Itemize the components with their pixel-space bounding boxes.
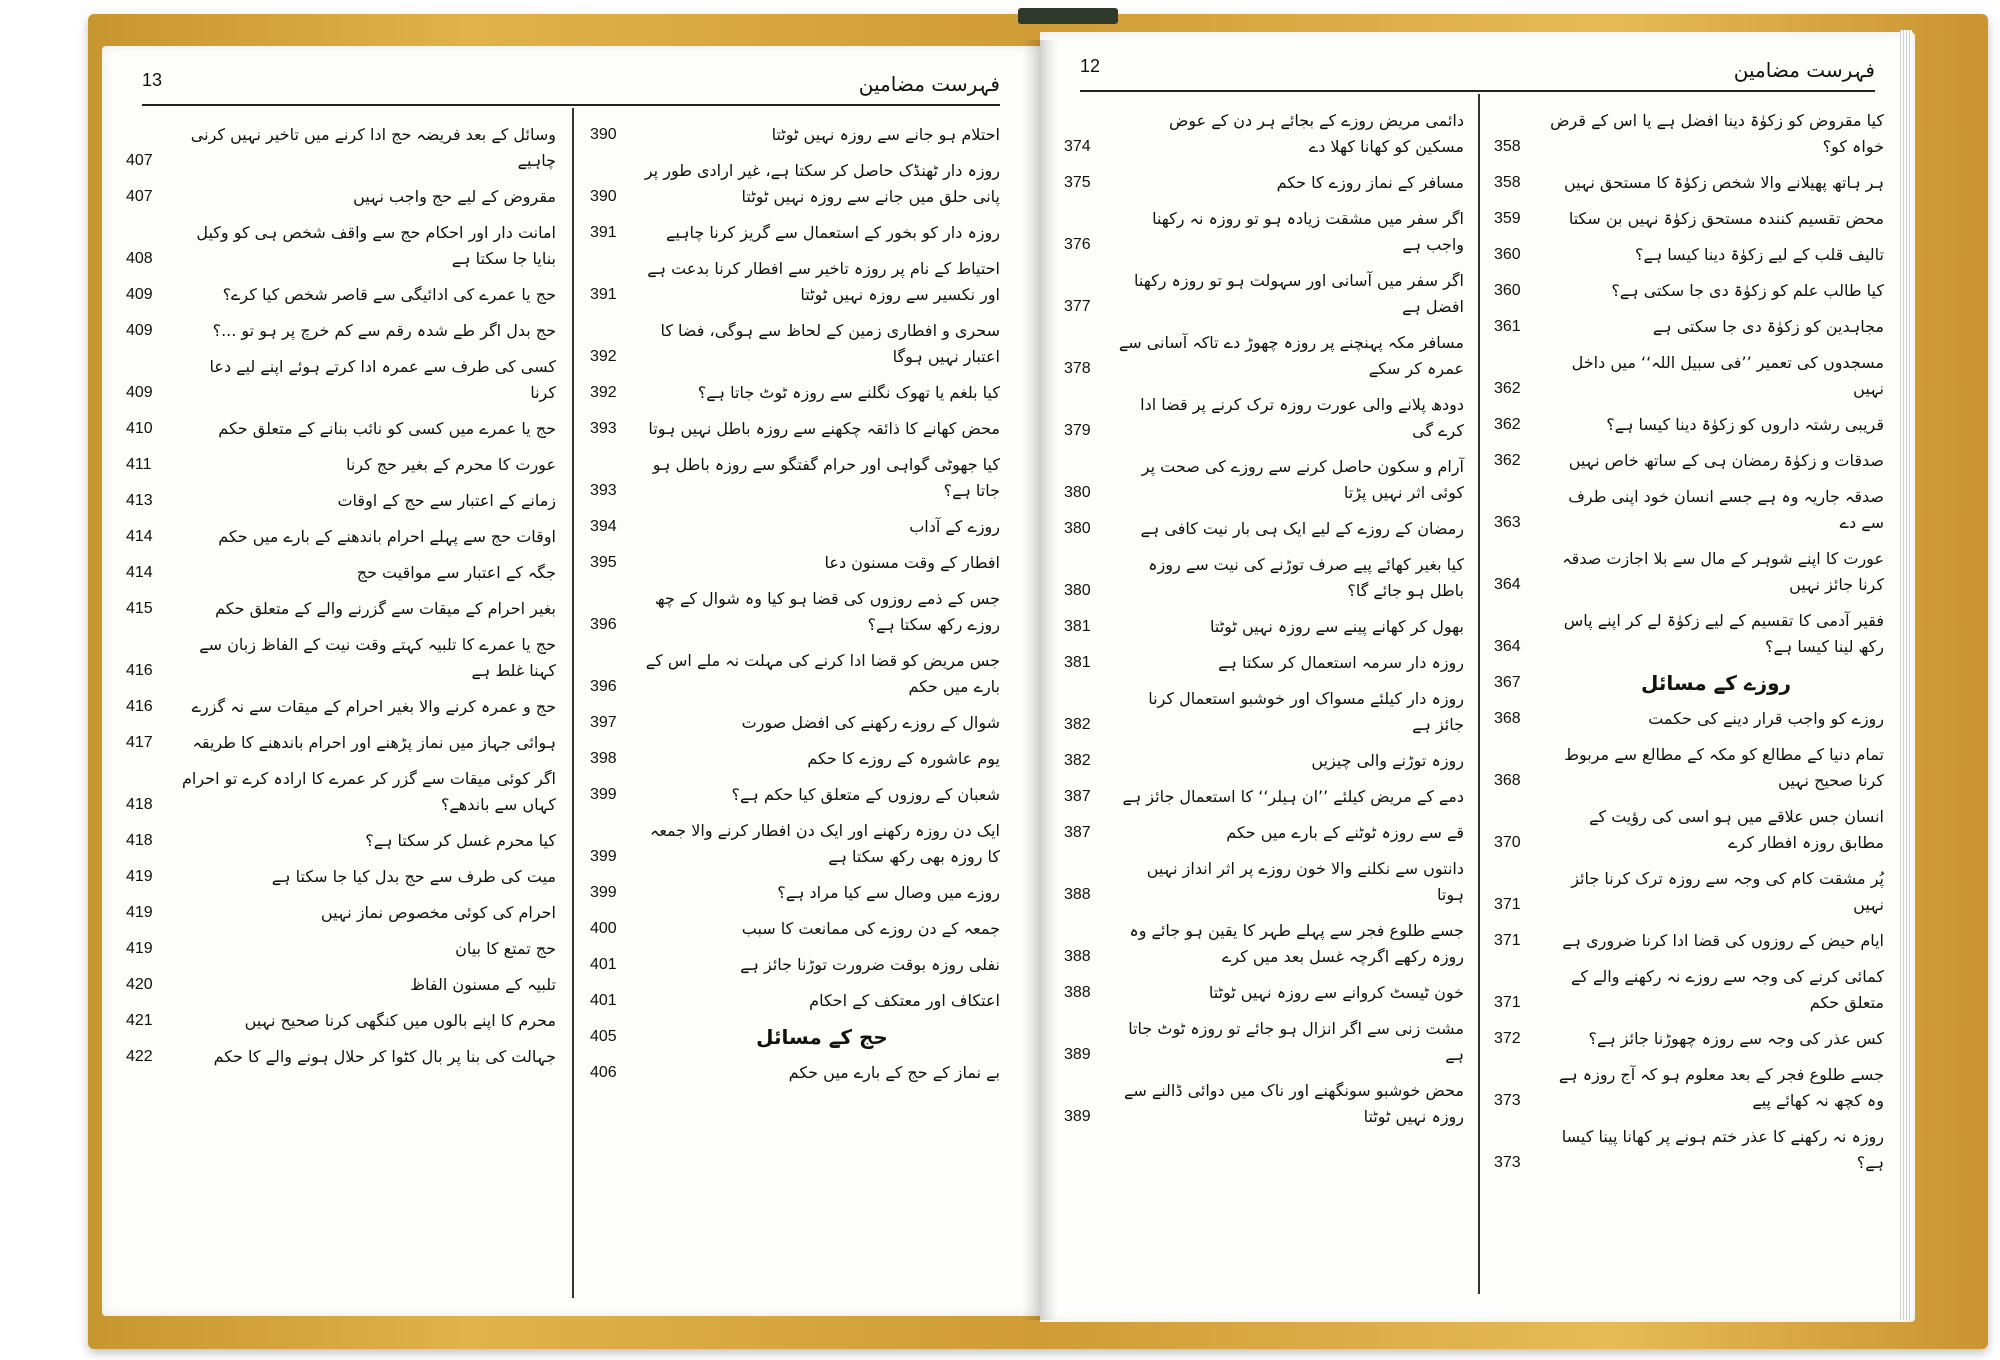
toc-entry-text: افطار کے وقت مسنون دعا xyxy=(824,553,1000,572)
toc-entry-text: جہالت کی بنا پر بال کٹوا کر حلال ہونے والے کا حکم xyxy=(213,1047,556,1066)
toc-entry-text: محرم کا اپنے بالوں میں کنگھی کرنا صحیح نہیں xyxy=(244,1011,556,1030)
toc-entry xyxy=(1494,448,1884,474)
toc-entry xyxy=(126,282,556,308)
toc-entry xyxy=(590,880,1000,906)
toc-entry xyxy=(1064,748,1464,774)
toc-page-number: 371 xyxy=(1494,896,1521,913)
toc-page-number: 421 xyxy=(126,1012,153,1029)
toc-entry-text: صدقات و زکوٰۃ رمضان ہی کے ساتھ خاص نہیں xyxy=(1568,451,1884,470)
toc-entry xyxy=(126,936,556,962)
toc-page-number: 397 xyxy=(590,714,617,731)
toc-page-number: 399 xyxy=(590,786,617,803)
toc-entry-text: روزہ دار کو بخور کے استعمال سے گریز کرنا چاہیے xyxy=(665,223,1000,242)
toc-page-number: 381 xyxy=(1064,618,1091,635)
toc-page-number: 371 xyxy=(1494,932,1521,949)
toc-entry-text: ہر ہاتھ پھیلانے والا شخص زکوٰۃ کا مستحق نہیں xyxy=(1563,173,1884,192)
toc-page-number: 382 xyxy=(1064,752,1091,769)
toc-page-number: 418 xyxy=(126,796,153,813)
toc-page-number: 406 xyxy=(590,1064,617,1081)
toc-page-number: 375 xyxy=(1064,174,1091,191)
toc-entry-text: روزہ دار کیلئے مسواک اور خوشبو استعمال کرنا جائز ہے xyxy=(1148,689,1464,734)
toc-entry xyxy=(126,828,556,854)
toc-entry-text: اگر سفر میں آسانی اور سہولت ہو تو روزہ رکھنا افضل ہے xyxy=(1134,271,1464,316)
toc-page-number: 393 xyxy=(590,482,617,499)
toc-page-number: 373 xyxy=(1494,1092,1521,1109)
toc-entry xyxy=(126,694,556,720)
toc-entry xyxy=(126,766,556,818)
toc-entry-text: نفلی روزہ بوقت ضرورت توڑنا جائز ہے xyxy=(740,955,1000,974)
toc-entry-text: حج تمتع کا بیان xyxy=(455,939,556,958)
toc-entry xyxy=(1064,918,1464,970)
toc-entry-text: روزے کے مسائل xyxy=(1640,671,1792,695)
toc-entry xyxy=(126,864,556,890)
toc-page-number: 379 xyxy=(1064,422,1091,439)
toc-page-number: 390 xyxy=(590,188,617,205)
toc-entry-text: صدقہ جاریہ وہ ہے جسے انسان خود اپنی طرف سے دے xyxy=(1568,487,1884,532)
toc-entry xyxy=(126,184,556,210)
toc-entry-text: حج و عمرہ کرنے والا بغیر احرام کے میقات سے نہ گزرے xyxy=(191,697,556,716)
toc-entry-text: مسافر مکہ پہنچنے پر روزہ چھوڑ دے تاکہ آسانی سے عمرہ کر سکے xyxy=(1118,333,1464,378)
toc-entry-text: کس عذر کی وجہ سے روزہ چھوڑنا جائز ہے؟ xyxy=(1588,1029,1884,1048)
toc-page-number: 394 xyxy=(590,518,617,535)
toc-page-number: 391 xyxy=(590,286,617,303)
toc-page-number: 392 xyxy=(590,384,617,401)
toc-entry xyxy=(1494,412,1884,438)
toc-entry xyxy=(590,256,1000,308)
toc-entry-text: روزہ دار ٹھنڈک حاصل کر سکتا ہے، غیر ارادی طور پر پانی حلق میں جانے سے روزہ نہیں ٹوٹتا xyxy=(644,161,1000,206)
toc-entry-text: پُر مشقت کام کی وجہ سے روزہ ترک کرنا جائز نہیں xyxy=(1571,869,1884,914)
toc-entry xyxy=(590,586,1000,638)
toc-entry-text: شعبان کے روزوں کے متعلق کیا حکم ہے؟ xyxy=(731,785,1000,804)
toc-entry xyxy=(1064,856,1464,908)
toc-entry xyxy=(1494,546,1884,598)
toc-page-number: 411 xyxy=(126,456,152,473)
toc-entry-text: احتیاط کے نام پر روزہ تاخیر سے افطار کرنا بدعت ہے اور نکسیر سے روزہ نہیں ٹوٹتا xyxy=(647,259,1000,304)
toc-page-number: 359 xyxy=(1494,210,1521,227)
toc-page-number: 399 xyxy=(590,848,617,865)
toc-page-number: 368 xyxy=(1494,772,1521,789)
toc-entry xyxy=(590,916,1000,942)
toc-entry xyxy=(1494,108,1884,160)
toc-entry-text: روزے میں وصال سے کیا مراد ہے؟ xyxy=(777,883,1000,902)
toc-entry-text: دائمی مریض روزے کے بجائے ہر دن کے عوض مسکین کو کھانا کھلا دے xyxy=(1168,111,1464,156)
toc-entry-text: امانت دار اور احکام حج سے واقف شخص ہی کو وکیل بنایا جا سکتا ہے xyxy=(196,223,556,268)
toc-entry-text: روزے کو واجب قرار دینے کی حکمت xyxy=(1648,709,1884,728)
toc-entry-text: روزہ نہ رکھنے کا عذر ختم ہونے پر کھانا پینا کیسا ہے؟ xyxy=(1561,1127,1884,1172)
toc-entry xyxy=(590,158,1000,210)
toc-page-number: 389 xyxy=(1064,1046,1091,1063)
toc-entry-text: حج یا عمرے میں کسی کو نائب بنانے کے متعلق حکم xyxy=(218,419,556,438)
toc-entry-text: ہوائی جہاز میں نماز پڑھنے اور احرام باندھنے کا طریقہ xyxy=(192,733,556,752)
toc-page-number: 419 xyxy=(126,868,153,885)
toc-entry xyxy=(1064,330,1464,382)
book-spine xyxy=(1018,8,1118,24)
right-page-right-column xyxy=(1494,108,1884,1186)
toc-entry-text: مقروض کے لیے حج واجب نہیں xyxy=(353,187,556,206)
right-page-number: 12 xyxy=(1080,56,1101,76)
toc-entry xyxy=(1064,552,1464,604)
left-page xyxy=(102,46,1040,1316)
toc-entry xyxy=(590,380,1000,406)
toc-page-number: 361 xyxy=(1494,318,1521,335)
toc-entry-text: مشت زنی سے اگر انزال ہو جائے تو روزہ ٹوٹ جاتا ہے xyxy=(1128,1019,1464,1064)
toc-entry xyxy=(1064,170,1464,196)
toc-entry-text: زمانے کے اعتبار سے حج کے اوقات xyxy=(337,491,556,510)
toc-entry xyxy=(1494,314,1884,340)
toc-page-number: 398 xyxy=(590,750,617,767)
toc-page-number: 393 xyxy=(590,420,617,437)
toc-entry-text: کسی کی طرف سے عمرہ ادا کرتے ہوئے اپنے لیے دعا کرنا xyxy=(209,357,556,402)
toc-page-number: 416 xyxy=(126,698,153,715)
toc-page-number: 395 xyxy=(590,554,617,571)
toc-page-number: 362 xyxy=(1494,380,1521,397)
toc-entry xyxy=(126,122,556,174)
toc-page-number: 358 xyxy=(1494,138,1521,155)
toc-entry xyxy=(126,1044,556,1070)
toc-page-number: 391 xyxy=(590,224,617,241)
toc-entry xyxy=(1494,484,1884,536)
toc-page-number: 381 xyxy=(1064,654,1091,671)
toc-entry xyxy=(590,988,1000,1014)
toc-entry-text: تالیف قلب کے لیے زکوٰۃ دینا کیسا ہے؟ xyxy=(1634,245,1884,264)
toc-entry-text: آرام و سکون حاصل کرنے سے روزے کی صحت پر کوئی اثر نہیں پڑتا xyxy=(1141,457,1464,502)
toc-entry-text: جس کے ذمے روزوں کی قضا ہو کیا وہ شوال کے چھ روزے رکھ سکتا ہے؟ xyxy=(654,589,1000,634)
toc-page-number: 414 xyxy=(126,528,153,545)
book-gutter xyxy=(1022,40,1058,1320)
toc-entry xyxy=(1494,706,1884,732)
toc-entry-text: مجاہدین کو زکوٰۃ دی جا سکتی ہے xyxy=(1652,317,1884,336)
toc-entry-text: رمضان کے روزے کے لیے ایک ہی بار نیت کافی ہے xyxy=(1140,519,1464,538)
toc-entry-text: تلبیہ کے مسنون الفاظ xyxy=(410,975,556,994)
toc-entry xyxy=(590,550,1000,576)
toc-entry-text: حج بدل اگر طے شدہ رقم سے کم خرچ پر ہو تو ...؟ xyxy=(212,321,556,340)
toc-entry-text: کیا جھوٹی گواہی اور حرام گفتگو سے روزہ باطل ہو جاتا ہے؟ xyxy=(652,455,1000,500)
toc-page-number: 360 xyxy=(1494,282,1521,299)
toc-page-number: 377 xyxy=(1064,298,1091,315)
toc-entry xyxy=(126,632,556,684)
toc-entry xyxy=(590,416,1000,442)
toc-entry xyxy=(126,524,556,550)
toc-page-number: 388 xyxy=(1064,984,1091,1001)
toc-entry-text: وسائل کے بعد فریضہ حج ادا کرنے میں تاخیر نہیں کرنی چاہیے xyxy=(190,125,556,170)
toc-entry xyxy=(1064,516,1464,542)
toc-entry xyxy=(126,354,556,406)
toc-entry-text: احرام کی کوئی مخصوص نماز نہیں xyxy=(320,903,556,922)
left-page-right-column xyxy=(590,122,1000,1096)
toc-page-number: 367 xyxy=(1494,674,1521,691)
toc-entry xyxy=(1494,1026,1884,1052)
toc-entry xyxy=(126,560,556,586)
toc-page-number: 417 xyxy=(126,734,153,751)
toc-entry-text: محض تقسیم کنندہ مستحق زکوٰۃ نہیں بن سکتا xyxy=(1568,209,1884,228)
toc-entry-text: قریبی رشتہ داروں کو زکوٰۃ دینا کیسا ہے؟ xyxy=(1606,415,1884,434)
toc-page-number: 396 xyxy=(590,616,617,633)
toc-entry-text: فقیر آدمی کا تقسیم کے لیے زکوٰۃ لے کر اپنے پاس رکھ لینا کیسا ہے؟ xyxy=(1563,611,1884,656)
toc-entry-text: خون ٹیسٹ کروانے سے روزہ نہیں ٹوٹتا xyxy=(1208,983,1464,1002)
toc-page-number: 388 xyxy=(1064,886,1091,903)
toc-entry-text: کیا بلغم یا تھوک نگلنے سے روزہ ٹوٹ جاتا ہے؟ xyxy=(697,383,1000,402)
toc-page-number: 419 xyxy=(126,904,153,921)
toc-entry-text: جمعہ کے دن روزے کی ممانعت کا سبب xyxy=(741,919,1000,938)
toc-entry xyxy=(126,1008,556,1034)
toc-entry xyxy=(1494,608,1884,660)
toc-page-number: 376 xyxy=(1064,236,1091,253)
column-divider xyxy=(572,108,574,1298)
toc-entry-text: حج یا عمرے کی ادائیگی سے قاصر شخص کیا کرے؟ xyxy=(222,285,556,304)
toc-entry-text: کمائی کرنے کی وجہ سے روزے نہ رکھنے والے کے متعلق حکم xyxy=(1570,967,1884,1012)
toc-page-number: 409 xyxy=(126,384,153,401)
toc-entry-text: حج کے مسائل xyxy=(756,1025,888,1049)
toc-entry-text: قے سے روزہ ٹوٹنے کے بارے میں حکم xyxy=(1226,823,1464,842)
toc-entry-text: اگر کوئی میقات سے گزر کر عمرے کا ارادہ کرے تو احرام کہاں سے باندھے؟ xyxy=(182,769,556,814)
toc-entry xyxy=(1494,278,1884,304)
toc-entry xyxy=(1064,1078,1464,1130)
toc-entry xyxy=(1064,392,1464,444)
toc-page-number: 382 xyxy=(1064,716,1091,733)
toc-page-number: 418 xyxy=(126,832,153,849)
toc-page-number: 380 xyxy=(1064,484,1091,501)
toc-page-number: 415 xyxy=(126,600,153,617)
toc-page-number: 392 xyxy=(590,348,617,365)
right-page xyxy=(1040,32,1915,1322)
toc-page-number: 409 xyxy=(126,322,153,339)
toc-entry xyxy=(126,730,556,756)
right-page-header xyxy=(1080,54,1875,92)
toc-entry xyxy=(590,1060,1000,1086)
toc-page-number: 420 xyxy=(126,976,153,993)
toc-entry-text: تمام دنیا کے مطالع کو مکہ کے مطالع سے مربوط کرنا صحیح نہیں xyxy=(1564,745,1884,790)
toc-entry-text: عورت کا اپنے شوہر کے مال سے بلا اجازت صدقہ کرنا جائز نہیں xyxy=(1562,549,1884,594)
section-heading xyxy=(1494,670,1884,696)
toc-page-number: 409 xyxy=(126,286,153,303)
toc-entry xyxy=(590,318,1000,370)
toc-page-number: 410 xyxy=(126,420,153,437)
toc-entry-text: مسافر کے نماز روزے کا حکم xyxy=(1276,173,1464,192)
left-page-title: فہرست مضامین xyxy=(858,72,1000,96)
toc-page-number: 414 xyxy=(126,564,153,581)
toc-entry-text: محض کھانے کا ذائقہ چکھنے سے روزہ باطل نہیں ہوتا xyxy=(648,419,1000,438)
toc-page-number: 363 xyxy=(1494,514,1521,531)
toc-entry-text: جگہ کے اعتبار سے مواقیت حج xyxy=(356,563,556,582)
left-page-left-column xyxy=(126,122,556,1080)
right-page-left-column xyxy=(1064,108,1464,1140)
toc-entry-text: اوقات حج سے پہلے احرام باندھنے کے بارے میں حکم xyxy=(218,527,556,546)
toc-entry-text: کیا محرم غسل کر سکتا ہے؟ xyxy=(365,831,556,850)
toc-page-number: 371 xyxy=(1494,994,1521,1011)
toc-entry-text: دانتوں سے نکلنے والا خون روزے پر اثر انداز نہیں ہوتا xyxy=(1146,859,1464,904)
toc-page-number: 373 xyxy=(1494,1154,1521,1171)
toc-entry xyxy=(1494,170,1884,196)
toc-entry xyxy=(1064,784,1464,810)
toc-entry-text: سحری و افطاری زمین کے لحاظ سے ہوگی، فضا کا اعتبار نہیں ہوگا xyxy=(660,321,1000,366)
toc-entry xyxy=(1494,866,1884,918)
toc-entry xyxy=(1494,350,1884,402)
toc-page-number: 364 xyxy=(1494,638,1521,655)
toc-entry xyxy=(126,318,556,344)
toc-page-number: 389 xyxy=(1064,1108,1091,1125)
toc-entry xyxy=(1064,820,1464,846)
toc-entry xyxy=(126,416,556,442)
toc-entry xyxy=(1494,1124,1884,1176)
toc-entry xyxy=(126,488,556,514)
toc-page-number: 416 xyxy=(126,662,153,679)
toc-entry-text: کیا طالب علم کو زکوٰۃ دی جا سکتی ہے؟ xyxy=(1611,281,1884,300)
toc-page-number: 390 xyxy=(590,126,617,143)
toc-page-number: 422 xyxy=(126,1048,153,1065)
toc-entry xyxy=(1494,1062,1884,1114)
toc-page-number: 368 xyxy=(1494,710,1521,727)
toc-entry-text: عورت کا محرم کے بغیر حج کرنا xyxy=(345,455,556,474)
toc-entry xyxy=(590,782,1000,808)
toc-page-number: 378 xyxy=(1064,360,1091,377)
toc-entry xyxy=(1494,804,1884,856)
toc-entry-text: جس مریض کو قضا ادا کرنے کی مہلت نہ ملے اس کے بارے میں حکم xyxy=(645,651,1000,696)
toc-entry-text: انسان جس علاقے میں ہو اسی کی رؤیت کے مطابق روزہ افطار کرے xyxy=(1589,807,1884,852)
toc-page-number: 405 xyxy=(590,1028,617,1045)
toc-entry-text: مسجدوں کی تعمیر ’’فی سبیل اللہ‘‘ میں داخل نہیں xyxy=(1571,353,1884,398)
toc-page-number: 358 xyxy=(1494,174,1521,191)
toc-page-number: 419 xyxy=(126,940,153,957)
page-edges xyxy=(1900,30,1912,1320)
toc-page-number: 407 xyxy=(126,188,153,205)
toc-entry-text: دمے کے مریض کیلئے ’’ان ہیلر‘‘ کا استعمال جائز ہے xyxy=(1122,787,1464,806)
toc-entry xyxy=(590,648,1000,700)
toc-entry-text: روزہ توڑنے والی چیزیں xyxy=(1311,751,1464,770)
column-divider xyxy=(1478,94,1480,1294)
toc-entry-text: حج یا عمرے کا تلبیہ کہتے وقت نیت کے الفاظ زبان سے کہنا غلط ہے xyxy=(199,635,556,680)
toc-entry xyxy=(126,452,556,478)
toc-page-number: 370 xyxy=(1494,834,1521,851)
toc-entry-text: جسے طلوع فجر سے پہلے طہر کا یقین ہو جائے وہ روزہ رکھے اگرچہ غسل بعد میں کرے xyxy=(1129,921,1464,966)
toc-entry-text: کیا مقروض کو زکوٰۃ دینا افضل ہے یا اس کے قرض خواہ کو؟ xyxy=(1550,111,1884,156)
toc-entry-text: بے نماز کے حج کے بارے میں حکم xyxy=(788,1063,1000,1082)
toc-entry xyxy=(1064,686,1464,738)
toc-entry xyxy=(1494,964,1884,1016)
toc-entry xyxy=(1494,206,1884,232)
toc-entry xyxy=(1064,1016,1464,1068)
toc-entry-text: کیا بغیر کھائے پیے صرف توڑنے کی نیت سے روزہ باطل ہو جائے گا؟ xyxy=(1148,555,1464,600)
toc-entry xyxy=(126,596,556,622)
toc-entry xyxy=(1064,268,1464,320)
toc-entry xyxy=(126,220,556,272)
toc-page-number: 413 xyxy=(126,492,153,509)
toc-page-number: 388 xyxy=(1064,948,1091,965)
toc-entry xyxy=(590,710,1000,736)
toc-page-number: 380 xyxy=(1064,520,1091,537)
toc-entry xyxy=(590,220,1000,246)
toc-entry-text: روزے کے آداب xyxy=(909,517,1000,536)
toc-page-number: 374 xyxy=(1064,138,1091,155)
toc-entry xyxy=(590,818,1000,870)
toc-entry-text: احتلام ہو جانے سے روزہ نہیں ٹوٹتا xyxy=(771,125,1000,144)
section-heading xyxy=(590,1024,1000,1050)
left-page-number: 13 xyxy=(142,70,163,90)
toc-entry-text: دودھ پلانے والی عورت روزہ ترک کرنے پر قضا ادا کرے گی xyxy=(1140,395,1464,440)
toc-entry xyxy=(1064,650,1464,676)
toc-entry xyxy=(1494,742,1884,794)
toc-entry-text: جسے طلوع فجر کے بعد معلوم ہو کہ آج روزہ ہے وہ کچھ نہ کھائے پیے xyxy=(1558,1065,1884,1110)
toc-page-number: 387 xyxy=(1064,824,1091,841)
toc-page-number: 400 xyxy=(590,920,617,937)
toc-page-number: 362 xyxy=(1494,416,1521,433)
toc-entry xyxy=(1064,454,1464,506)
toc-entry-text: بھول کر کھانے پینے سے روزہ نہیں ٹوٹتا xyxy=(1210,617,1464,636)
toc-entry xyxy=(590,746,1000,772)
toc-page-number: 396 xyxy=(590,678,617,695)
toc-page-number: 401 xyxy=(590,992,617,1009)
toc-page-number: 380 xyxy=(1064,582,1091,599)
toc-entry-text: شوال کے روزے رکھنے کی افضل صورت xyxy=(741,713,1000,732)
toc-page-number: 387 xyxy=(1064,788,1091,805)
toc-entry xyxy=(126,900,556,926)
toc-entry-text: ایک دن روزہ رکھنے اور ایک دن افطار کرنے والا جمعہ کا روزہ بھی رکھ سکتا ہے xyxy=(649,821,1000,866)
toc-page-number: 408 xyxy=(126,250,153,267)
toc-page-number: 360 xyxy=(1494,246,1521,263)
toc-entry-text: محض خوشبو سونگھنے اور ناک میں دوائی ڈالنے سے روزہ نہیں ٹوٹتا xyxy=(1123,1081,1464,1126)
toc-entry xyxy=(126,972,556,998)
right-page-title: فہرست مضامین xyxy=(1733,58,1875,82)
toc-entry-text: اعتکاف اور معتکف کے احکام xyxy=(809,991,1000,1010)
toc-entry-text: بغیر احرام کے میقات سے گزرنے والے کے متعلق حکم xyxy=(215,599,556,618)
left-page-header xyxy=(142,68,1000,106)
toc-page-number: 401 xyxy=(590,956,617,973)
toc-entry xyxy=(1494,928,1884,954)
toc-page-number: 364 xyxy=(1494,576,1521,593)
toc-entry xyxy=(590,452,1000,504)
toc-entry-text: روزہ دار سرمہ استعمال کر سکتا ہے xyxy=(1218,653,1464,672)
toc-entry xyxy=(1064,980,1464,1006)
toc-entry xyxy=(1064,108,1464,160)
toc-entry-text: ایام حیض کے روزوں کی قضا ادا کرنا ضروری ہے xyxy=(1562,931,1884,950)
toc-entry xyxy=(590,514,1000,540)
toc-entry-text: اگر سفر میں مشقت زیادہ ہو تو روزہ نہ رکھنا واجب ہے xyxy=(1152,209,1464,254)
toc-entry xyxy=(1064,614,1464,640)
toc-page-number: 399 xyxy=(590,884,617,901)
toc-entry xyxy=(1064,206,1464,258)
toc-page-number: 407 xyxy=(126,152,153,169)
toc-entry xyxy=(1494,242,1884,268)
toc-entry xyxy=(590,952,1000,978)
toc-entry-text: یوم عاشورہ کے روزے کا حکم xyxy=(807,749,1000,768)
toc-page-number: 372 xyxy=(1494,1030,1521,1047)
toc-entry-text: میت کی طرف سے حج بدل کیا جا سکتا ہے xyxy=(271,867,556,886)
toc-page-number: 362 xyxy=(1494,452,1521,469)
toc-entry xyxy=(590,122,1000,148)
